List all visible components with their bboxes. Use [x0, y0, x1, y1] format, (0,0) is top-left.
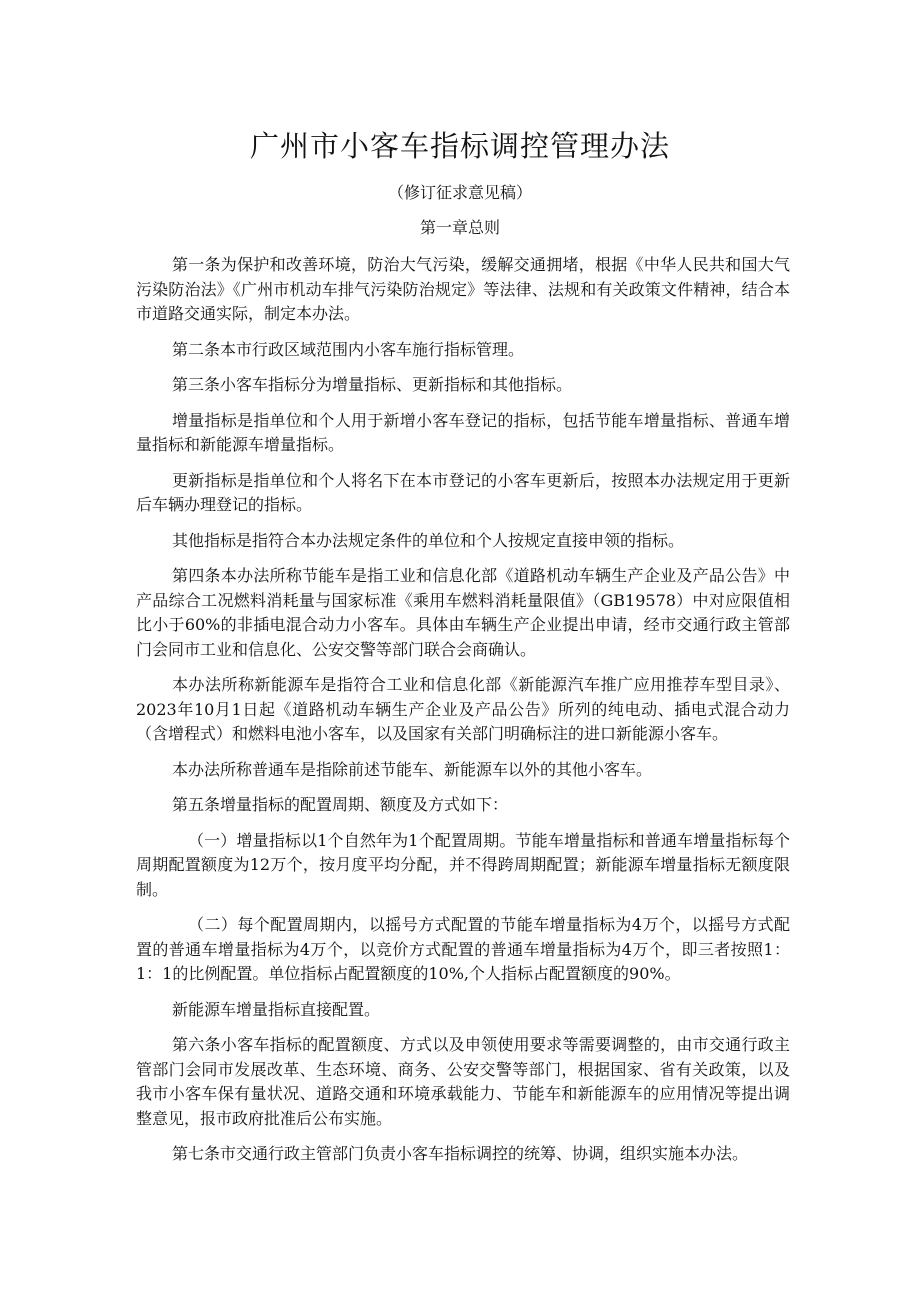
article-1: 第一条为保护和改善环境，防治大气污染，缓解交通拥堵，根据《中华人民共和国大气污染防治法》《广州市机动车排气污染防治规定》等法律、法规和有关政策文件精神，结合本市道路交通实际，制定本办法。 — [136, 255, 790, 323]
document-subtitle: （修订征求意见稿） — [387, 183, 532, 202]
chapter-heading: 第一章总则 — [419, 218, 500, 237]
article-5-item-2: （二）每个配置周期内，以摇号方式配置的节能车增量指标为4万个，以摇号方式配置的普通车增量指标为4万个，以竞价方式配置的普通车增量指标为4万个，即三者按照1：1：1的比例配置。单位指标占配置额度的10%,个人指标占配置额度的90%。 — [136, 915, 790, 983]
incremental-quota-definition: 增量指标是指单位和个人用于新增小客车登记的指标，包括节能车增量指标、普通车增量指标和新能源车增量指标。 — [136, 410, 790, 454]
new-energy-direct-allocation: 新能源车增量指标直接配置。 — [172, 999, 381, 1019]
article-4: 第四条本办法所称节能车是指工业和信息化部《道路机动车辆生产企业及产品公告》中产品综合工况燃料消耗量与国家标准《乘用车燃料消耗量限值》（GB19578）中对应限值相比小于60%的非插电混合动力小客车。具体由车辆生产企业提出申请，经市交通行政主管部门会同市工业和信息化、公安交警等部门联合会商确认。 — [136, 566, 790, 659]
renewal-quota-definition: 更新指标是指单位和个人将名下在本市登记的小客车更新后，按照本办法规定用于更新后车辆办理登记的指标。 — [136, 470, 790, 514]
document-body — [136, 253, 790, 1178]
document-title: 广州市小客车指标调控管理办法 — [249, 129, 670, 163]
other-quota-definition: 其他指标是指符合本办法规定条件的单位和个人按规定直接申领的指标。 — [172, 530, 685, 550]
ordinary-vehicle-definition: 本办法所称普通车是指除前述节能车、新能源车以外的其他小客车。 — [172, 759, 653, 779]
article-5: 第五条增量指标的配置周期、额度及方式如下： — [172, 795, 509, 814]
article-7: 第七条市交通行政主管部门负责小客车指标调控的统筹、协调，组织实施本办法。 — [172, 1144, 749, 1163]
article-2: 第二条本市行政区域范围内小客车施行指标管理。 — [172, 339, 525, 359]
new-energy-vehicle-definition: 本办法所称新能源车是指符合工业和信息化部《新能源汽车推广应用推荐车型目录》、2023年10月1日起《道路机动车辆生产企业及产品公告》所列的纯电动、插电式混合动力（含增程式）和燃料电池小客车，以及国家有关部门明确标注的进口新能源小客车。 — [136, 675, 790, 743]
article-6: 第六条小客车指标的配置额度、方式以及申领使用要求等需要调整的，由市交通行政主管部门会同市发展改革、生态环境、商务、公安交警等部门，根据国家、省有关政策，以及我市小客车保有量状况、道路交通和环境承载能力、节能车和新能源车的应用情况等提出调整意见，报市政府批准后公布实施。 — [136, 1035, 790, 1128]
article-3: 第三条小客车指标分为增量指标、更新指标和其他指标。 — [172, 375, 573, 394]
article-5-item-1: （一）增量指标以1个自然年为1个配置周期。节能车增量指标和普通车增量指标每个周期配置额度为12万个，按月度平均分配，并不得跨周期配置；新能源车增量指标无额度限制。 — [136, 830, 790, 899]
